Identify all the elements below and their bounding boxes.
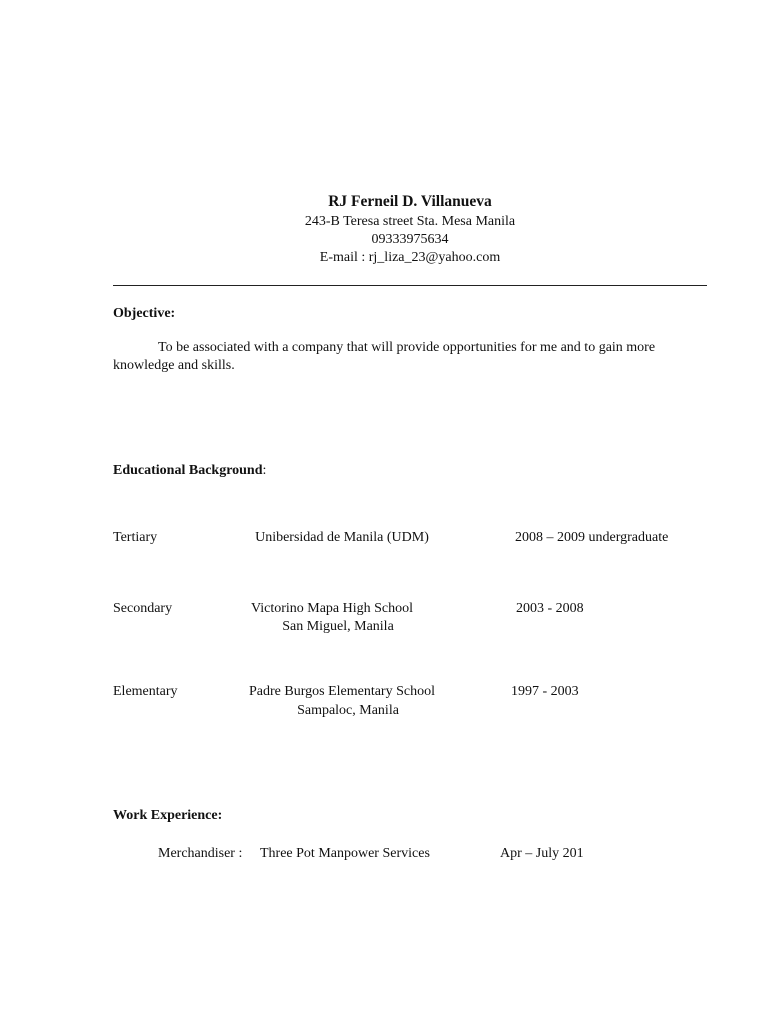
work-company: Three Pot Manpower Services bbox=[260, 846, 430, 861]
education-location-elementary: Sampaloc, Manila bbox=[297, 703, 399, 718]
education-heading-colon: : bbox=[262, 463, 267, 478]
applicant-name: RJ Ferneil D. Villanueva bbox=[328, 193, 492, 210]
education-years-elementary: 1997 - 2003 bbox=[511, 684, 579, 699]
education-years-secondary: 2003 - 2008 bbox=[516, 601, 584, 616]
education-school-secondary: Victorino Mapa High School bbox=[250, 601, 414, 616]
header-divider bbox=[113, 285, 707, 286]
education-heading: Educational Background bbox=[113, 463, 263, 478]
objective-text-line1: To be associated with a company that will provide opportunities for me and to gain more bbox=[158, 340, 656, 355]
education-level-elementary: Elementary bbox=[113, 684, 178, 699]
objective-heading: Objective: bbox=[113, 306, 176, 321]
address-line: 243-B Teresa street Sta. Mesa Manila bbox=[304, 214, 516, 229]
education-location-secondary: San Miguel, Manila bbox=[282, 619, 394, 634]
education-years-tertiary: 2008 – 2009 undergraduate bbox=[515, 530, 669, 545]
phone-line: 09333975634 bbox=[371, 232, 449, 247]
work-dates: Apr – July 201 bbox=[500, 846, 584, 861]
email-line: E-mail : rj_liza_23@yahoo.com bbox=[319, 250, 501, 265]
education-level-secondary: Secondary bbox=[113, 601, 173, 616]
objective-text-line2: knowledge and skills. bbox=[113, 358, 235, 373]
education-heading-row bbox=[113, 463, 266, 479]
work-position: Merchandiser : bbox=[158, 846, 243, 861]
education-school-tertiary: Unibersidad de Manila (UDM) bbox=[255, 530, 429, 545]
education-level-tertiary: Tertiary bbox=[113, 530, 158, 545]
work-heading: Work Experience: bbox=[113, 808, 223, 823]
education-school-elementary: Padre Burgos Elementary School bbox=[249, 684, 435, 699]
